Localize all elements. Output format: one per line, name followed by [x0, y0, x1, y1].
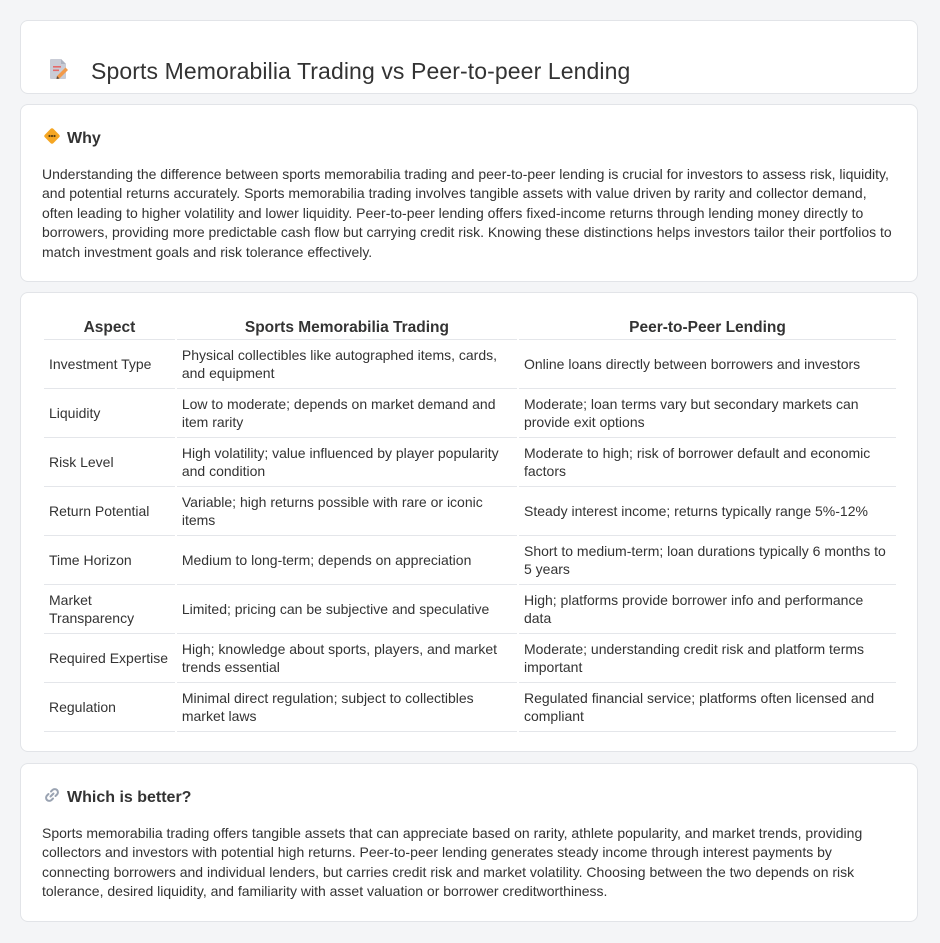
- p2p-cell: Steady interest income; returns typically range 5%-12%: [519, 487, 896, 536]
- table-row: [44, 487, 896, 536]
- table-row: [44, 683, 896, 732]
- memorabilia-cell: Medium to long-term; depends on appreciation: [177, 536, 517, 585]
- which-is-better-section: [20, 763, 918, 922]
- why-section: [20, 104, 918, 282]
- p2p-cell: Moderate to high; risk of borrower default and economic factors: [519, 438, 896, 487]
- table-row: [44, 536, 896, 585]
- memorabilia-cell: Low to moderate; depends on market demand and item rarity: [177, 389, 517, 438]
- memorabilia-cell: Physical collectibles like autographed items, cards, and equipment: [177, 340, 517, 389]
- document-pencil-icon: [47, 57, 71, 86]
- warning-diamond-icon: [43, 127, 61, 150]
- table-header-row: [44, 315, 896, 340]
- p2p-cell: High; platforms provide borrower info and performance data: [519, 585, 896, 634]
- table-row: [44, 389, 896, 438]
- aspect-cell: Market Transparency: [44, 585, 175, 634]
- header-card: [20, 20, 918, 94]
- page-title: Sports Memorabilia Trading vs Peer-to-peer Lending: [91, 58, 631, 85]
- table-row: [44, 585, 896, 634]
- memorabilia-cell: High; knowledge about sports, players, and market trends essential: [177, 634, 517, 683]
- p2p-cell: Online loans directly between borrowers and investors: [519, 340, 896, 389]
- p2p-cell: Regulated financial service; platforms often licensed and compliant: [519, 683, 896, 732]
- memorabilia-cell: Limited; pricing can be subjective and speculative: [177, 585, 517, 634]
- comparison-table: [42, 315, 898, 732]
- aspect-cell: Regulation: [44, 683, 175, 732]
- table-row: [44, 634, 896, 683]
- link-icon: [43, 786, 61, 809]
- column-header-memorabilia: Sports Memorabilia Trading: [177, 315, 517, 340]
- which-is-better-heading: Which is better?: [67, 788, 192, 806]
- table-row: [44, 438, 896, 487]
- aspect-cell: Return Potential: [44, 487, 175, 536]
- memorabilia-cell: High volatility; value influenced by player popularity and condition: [177, 438, 517, 487]
- table-row: [44, 340, 896, 389]
- aspect-cell: Required Expertise: [44, 634, 175, 683]
- memorabilia-cell: Minimal direct regulation; subject to collectibles market laws: [177, 683, 517, 732]
- aspect-cell: Time Horizon: [44, 536, 175, 585]
- which-is-better-body: Sports memorabilia trading offers tangible assets that can appreciate based on rarity, athlete popularity, and market trends, providing collectors and investors with potential high returns. Peer-to-peer lending generates steady income through interest payments by connecting borrowers and individual lenders, but carries credit risk and market volatility. Choosing between the two depends on risk tolerance, desired liquidity, and familiarity with asset valuation or borrower creditworthiness.: [42, 825, 863, 900]
- p2p-cell: Short to medium-term; loan durations typically 6 months to 5 years: [519, 536, 896, 585]
- aspect-cell: Risk Level: [44, 438, 175, 487]
- p2p-cell: Moderate; understanding credit risk and platform terms important: [519, 634, 896, 683]
- column-header-p2p-lending: Peer-to-Peer Lending: [519, 315, 896, 340]
- p2p-cell: Moderate; loan terms vary but secondary markets can provide exit options: [519, 389, 896, 438]
- why-body: Understanding the difference between sports memorabilia trading and peer-to-peer lending is crucial for investors to assess risk, liquidity, and potential returns accurately. Sports memorabilia trading involves tangible assets with value driven by rarity and collector demand, often leading to higher volatility and lower liquidity. Peer-to-peer lending offers fixed-income returns through lending money directly to borrowers, providing more predictable cash flow but carrying credit risk. Knowing these distinctions helps investors tailor their portfolios to match investment goals and risk tolerance effectively.: [42, 166, 892, 260]
- comparison-card: [20, 292, 918, 752]
- column-header-aspect: Aspect: [44, 315, 175, 340]
- why-heading: Why: [67, 129, 101, 147]
- memorabilia-cell: Variable; high returns possible with rare or iconic items: [177, 487, 517, 536]
- aspect-cell: Liquidity: [44, 389, 175, 438]
- aspect-cell: Investment Type: [44, 340, 175, 389]
